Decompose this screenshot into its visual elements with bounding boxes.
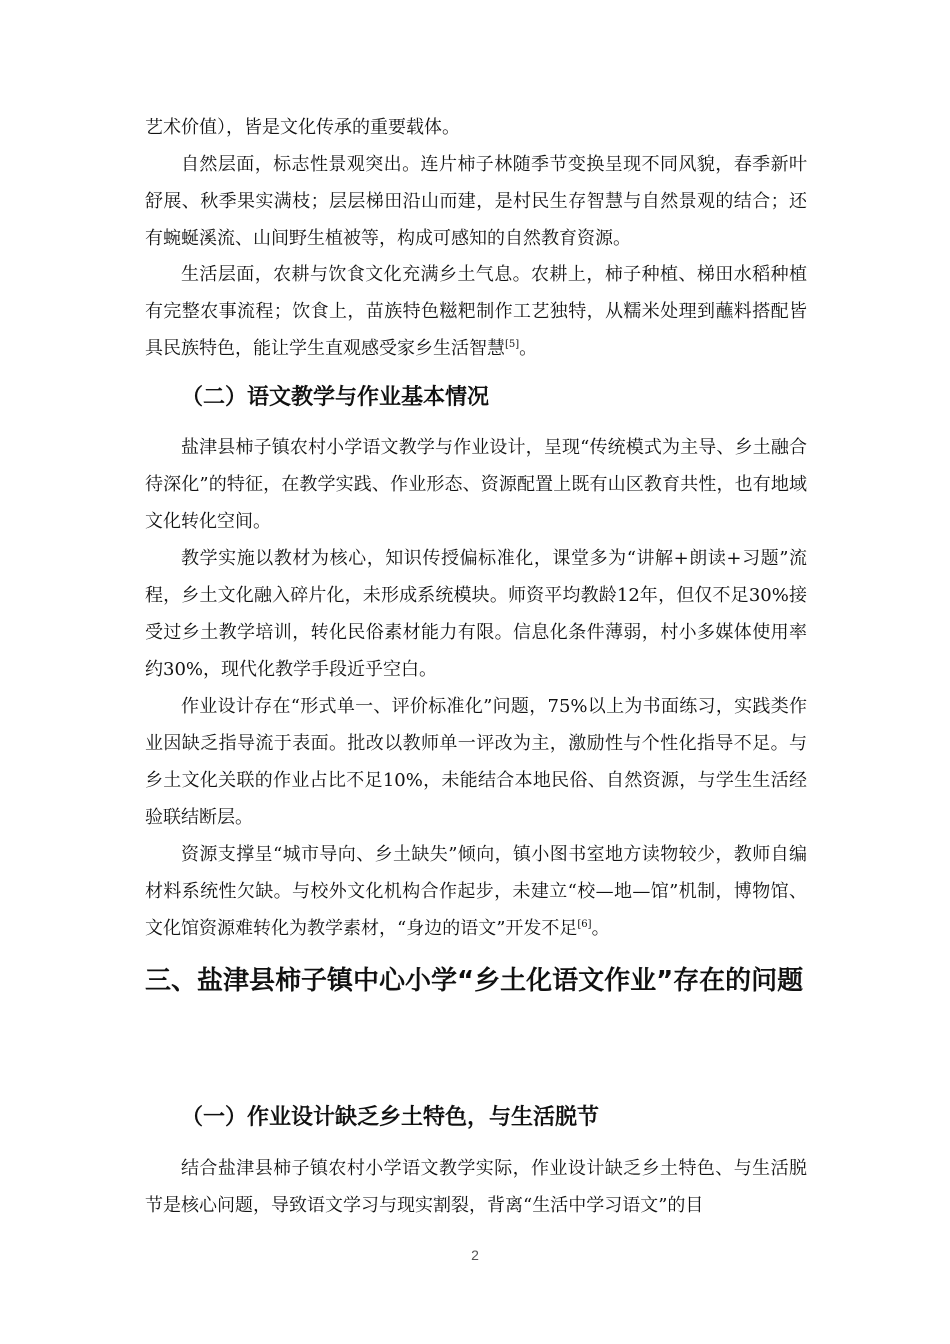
- paragraph-text: 结合盐津县柿子镇农村小学语文教学实际，作业设计缺乏乡土特色、与生活脱节是核心问题，导致语文学习与现实割裂，背离“生活中学习语文”的目: [145, 1158, 807, 1216]
- paragraph-teaching-overview: [145, 429, 807, 540]
- paragraph-life-level: [145, 256, 807, 367]
- paragraph-text: 作业设计存在“形式单一、评价标准化”问题，75%以上为书面练习，实践类作业因缺乏指导流于表面。批改以教师单一评改为主，激励性与个性化指导不足。与乡土文化关联的作业占比不足10%，未能结合本地民俗、自然资源，与学生生活经验联结断层。: [145, 696, 807, 828]
- paragraph-text: 生活层面，农耕与饮食文化充满乡土气息。农耕上，柿子种植、梯田水稻种植有完整农事流程；饮食上，苗族特色糍粑制作工艺独特，从糯米处理到蘸料搭配皆具民族特色，能让学生直观感受家乡生活智慧: [145, 264, 807, 359]
- paragraph-natural-level: [145, 146, 807, 257]
- paragraph-text: 盐津县柿子镇农村小学语文教学与作业设计，呈现“传统模式为主导、乡土融合待深化”的特征，在教学实践、作业形态、资源配置上既有山区教育共性，也有地域文化转化空间。: [145, 437, 807, 532]
- paragraph-text: 自然层面，标志性景观突出。连片柿子林随季节变换呈现不同风貌，春季新叶舒展、秋季果实满枝；层层梯田沿山而建，是村民生存智慧与自然景观的结合；还有蜿蜒溪流、山间野生植被等，构成可感知的自然教育资源。: [145, 154, 807, 249]
- paragraph-tail: 。: [519, 338, 538, 359]
- paragraph-core-problem: [145, 1150, 807, 1224]
- citation-5: [5]: [505, 339, 520, 350]
- paragraph-tail: 。: [591, 918, 610, 939]
- paragraph-text: 教学实施以教材为核心，知识传授偏标准化，课堂多为“讲解+朗读+习题”流程，乡土文化融入碎片化，未形成系统模块。师资平均教龄12年，但仅不足30%接受过乡土教学培训，转化民俗素材能力有限。信息化条件薄弱，村小多媒体使用率约30%，现代化教学手段近乎空白。: [145, 548, 807, 680]
- section-heading-lack-local-features: （一）作业设计缺乏乡土特色，与生活脱节: [181, 1105, 600, 1130]
- paragraph-art-value: [145, 109, 807, 146]
- section-heading-teaching-overview: （二）语文教学与作业基本情况: [181, 385, 490, 410]
- page-number: 2: [471, 1247, 479, 1263]
- paragraph-text: 艺术价值），皆是文化传承的重要载体。: [145, 117, 460, 138]
- paragraph-homework-design: [145, 688, 807, 836]
- paragraph-text: 资源支撑呈“城市导向、乡土缺失”倾向，镇小图书室地方读物较少，教师自编材料系统性欠缺。与校外文化机构合作起步，未建立“校—地—馆”机制，博物馆、文化馆资源难转化为教学素材，“身边的语文”开发不足: [145, 844, 807, 939]
- citation-6: [6]: [577, 919, 592, 930]
- paragraph-teaching-implementation: [145, 540, 807, 688]
- chapter-heading-problems: 三、盐津县柿子镇中心小学“乡土化语文作业”存在的问题: [145, 966, 804, 996]
- paragraph-resource-support: [145, 836, 807, 947]
